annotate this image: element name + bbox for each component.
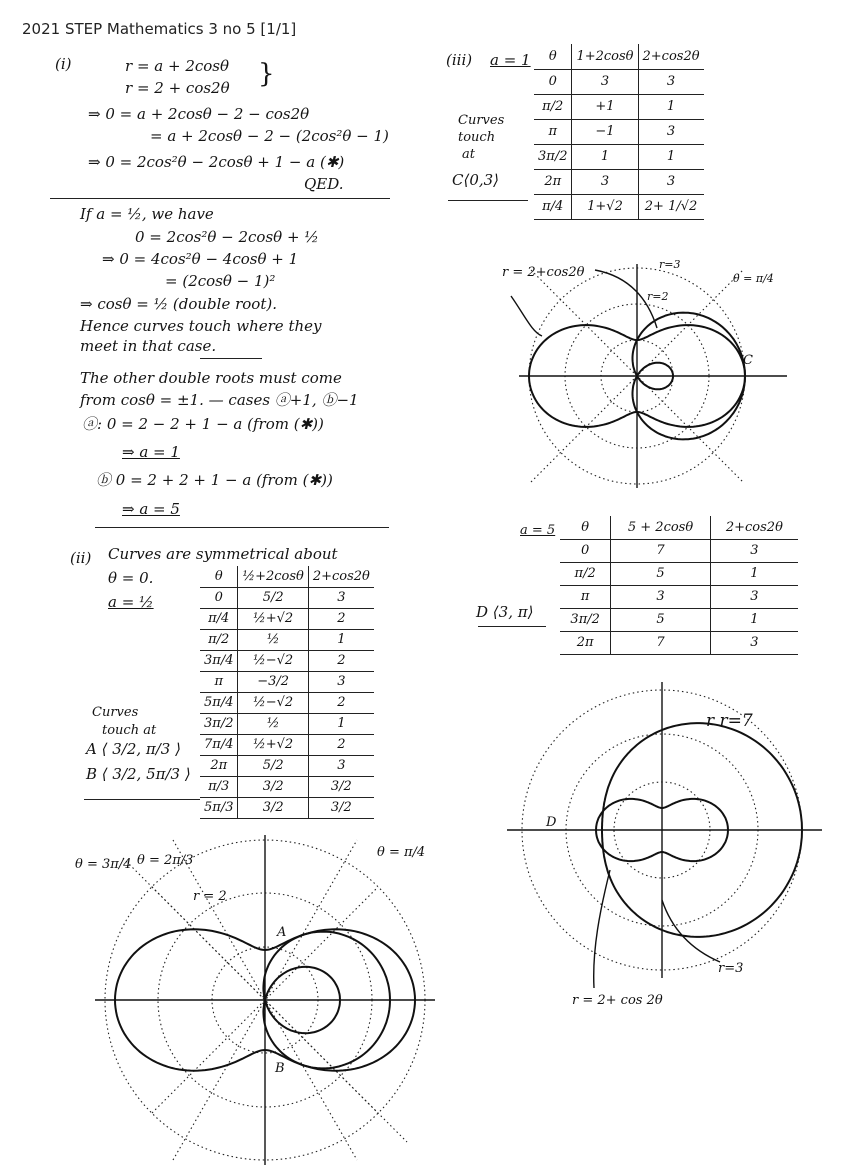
label-point-c: C	[743, 353, 753, 368]
table-cell: 1	[638, 94, 704, 119]
equation-line: = (2cosθ − 1)²	[165, 272, 276, 290]
table-cell: 1	[572, 144, 638, 169]
a-value: a = ½	[108, 593, 154, 611]
table-cell: 7π/4	[204, 737, 234, 752]
table-cell: 2+ 1/√2	[638, 194, 704, 219]
equation-line: = a + 2cosθ − 2 − (2cos²θ − 1)	[150, 127, 389, 145]
table-cell: 0	[214, 590, 223, 605]
table-cell: 7	[611, 631, 710, 654]
table-cell: θ	[214, 568, 223, 584]
result-line: ⇒ a = 1	[122, 443, 180, 461]
table-cell: 1	[638, 144, 704, 169]
table-cell: ½+√2	[238, 608, 308, 629]
label-theta-2pi3: θ = 2π/3	[137, 853, 194, 868]
table-cell: 2	[308, 650, 374, 671]
table-cell: π/2	[208, 632, 230, 647]
touch-text: Curves	[92, 705, 139, 720]
table-cell: 2π	[210, 758, 228, 773]
table-cell: 2π	[576, 635, 594, 650]
table-cell: 3π/2	[570, 612, 600, 627]
table-cell: +1	[572, 94, 638, 119]
label-r2: r=2	[647, 290, 669, 303]
table-cell: ½+2cosθ	[238, 566, 308, 587]
table-cell: 3	[308, 587, 374, 608]
table-cell: θ	[581, 519, 590, 535]
table-cell: 3	[638, 69, 704, 94]
table-cell: 3π/2	[538, 149, 568, 164]
touch-text: touch	[458, 130, 496, 145]
label-curve: r = 2+cos2θ	[502, 265, 585, 280]
table-cell: 1	[710, 562, 798, 585]
equation-line: ⇒ 0 = 2cos²θ − 2cosθ + 1 − a (✱)	[88, 153, 345, 171]
result-line: ⇒ a = 5	[122, 500, 180, 518]
equation-line: r = 2 + cos2θ	[125, 79, 230, 97]
table-cell: 2+cos2θ	[710, 516, 798, 539]
equation-line: ⇒ cosθ = ½ (double root).	[80, 295, 277, 313]
table-cell: 5	[611, 562, 710, 585]
text-line: Hence curves touch where they	[80, 317, 322, 335]
table-cell: 5	[611, 608, 710, 631]
table-cell: 7	[611, 539, 710, 562]
equation-line: ⇒ 0 = a + 2cosθ − 2 − cos2θ	[88, 105, 310, 123]
table-cell: π/4	[542, 199, 564, 214]
text-line: from cosθ = ±1. — cases ⓐ+1, ⓑ−1	[80, 391, 359, 409]
table-cell: 3	[710, 585, 798, 608]
text-line: meet in that case.	[80, 337, 217, 355]
qed-text: QED.	[304, 175, 344, 193]
equation-line: 0 = 2cos²θ − 2cosθ + ½	[135, 228, 319, 246]
table-cell: 3	[638, 119, 704, 144]
table-cell: π	[548, 124, 557, 139]
table-cell: 3	[308, 671, 374, 692]
part-ii-label: (ii)	[70, 549, 92, 567]
label-r3: r=3	[659, 258, 681, 271]
table-cell: −3/2	[238, 671, 308, 692]
table-cell: 5π/3	[204, 800, 234, 815]
label-point-b: B	[275, 1061, 285, 1076]
a-value: a = 5	[520, 523, 556, 538]
brace-symbol: }	[258, 59, 275, 89]
table-cell: π/2	[574, 566, 596, 581]
table-cell: 2	[308, 734, 374, 755]
page-header: 2021 STEP Mathematics 3 no 5 [1/1]	[22, 20, 297, 38]
table-cell: 0	[548, 74, 557, 89]
table-cell: 3/2	[308, 776, 374, 797]
table-cell: 3	[572, 69, 638, 94]
label-theta-pi4: θ = π/4	[733, 272, 774, 285]
text-line: Curves are symmetrical about	[108, 545, 338, 563]
table-cell: ½	[238, 713, 308, 734]
table-cell: ½−√2	[238, 692, 308, 713]
table-cell: 3	[572, 169, 638, 194]
table-cell: 5/2	[238, 755, 308, 776]
label-curve: r = 2+ cos 2θ	[572, 993, 663, 1008]
text-line: If a = ½, we have	[80, 205, 214, 223]
table-cell: 1	[308, 629, 374, 650]
table-cell: 1+√2	[572, 194, 638, 219]
table-cell: 3/2	[308, 797, 374, 818]
table-cell: 2	[308, 692, 374, 713]
label-theta-3pi4: θ = 3π/4	[75, 857, 132, 872]
table-cell: ½−√2	[238, 650, 308, 671]
table-cell: 3/2	[238, 776, 308, 797]
table-cell: −1	[572, 119, 638, 144]
part-iii-label: (iii)	[446, 51, 473, 69]
label-r2: r = 2	[193, 889, 227, 904]
table-cell: 1+2cosθ	[572, 44, 638, 69]
table-cell: 5/2	[238, 587, 308, 608]
label-point-a: A	[277, 925, 287, 940]
label-r7: r r=7	[706, 711, 753, 731]
label-point-d: D	[546, 815, 557, 830]
table-cell: 3	[710, 539, 798, 562]
table-cell: 3π/2	[204, 716, 234, 731]
touch-point-d: D ⟨3, π⟩	[476, 603, 534, 621]
table-cell: 3	[710, 631, 798, 654]
label-arrow	[594, 870, 610, 988]
text-line: The other double roots must come	[80, 369, 342, 387]
table-cell: 3π/4	[204, 653, 234, 668]
touch-point-c: C⟨0,3⟩	[452, 171, 500, 189]
table-cell: π/2	[542, 99, 564, 114]
a-value: a = 1	[490, 51, 531, 69]
text-line: θ = 0.	[108, 569, 154, 587]
table-cell: 5 + 2cosθ	[611, 516, 710, 539]
table-cell: 3	[308, 755, 374, 776]
table-cell: 5π/4	[204, 695, 234, 710]
table-cell: 2+cos2θ	[638, 44, 704, 69]
label-theta-pi4: θ = π/4	[377, 845, 426, 860]
table-cell: 1	[308, 713, 374, 734]
label-arrow	[662, 900, 720, 962]
table-cell: π/4	[208, 611, 230, 626]
table-cell: 2+cos2θ	[308, 566, 374, 587]
table-cell: π	[214, 674, 223, 689]
equation-line: ⇒ 0 = 4cos²θ − 4cosθ + 1	[102, 250, 299, 268]
table-cell: 3	[638, 169, 704, 194]
equation-line: r = a + 2cosθ	[125, 57, 230, 75]
table-cell: θ	[548, 48, 557, 64]
touch-text: Curves	[458, 113, 505, 128]
table-cell: π	[580, 589, 590, 604]
table-cell: ½	[238, 629, 308, 650]
table-cell: 2	[308, 608, 374, 629]
table-cell: 3	[611, 585, 710, 608]
table-cell: 1	[710, 608, 798, 631]
table-cell: 3/2	[238, 797, 308, 818]
table-cell: 0	[581, 543, 590, 558]
table-cell: π/3	[208, 779, 230, 794]
table-cell: ½+√2	[238, 734, 308, 755]
touch-text: touch at	[102, 723, 157, 738]
touch-text: at	[462, 147, 475, 162]
label-r3: r=3	[718, 961, 744, 976]
touch-point-a: A ⟨ 3/2, π/3 ⟩	[86, 740, 181, 758]
part-i-label: (i)	[55, 55, 72, 73]
touch-point-b: B ⟨ 3/2, 5π/3 ⟩	[86, 765, 191, 783]
equation-line: ⓐ: 0 = 2 − 2 + 1 − a (from (✱))	[82, 415, 324, 433]
equation-line: ⓑ 0 = 2 + 2 + 1 − a (from (✱))	[96, 471, 333, 489]
table-cell: 2π	[544, 174, 562, 189]
